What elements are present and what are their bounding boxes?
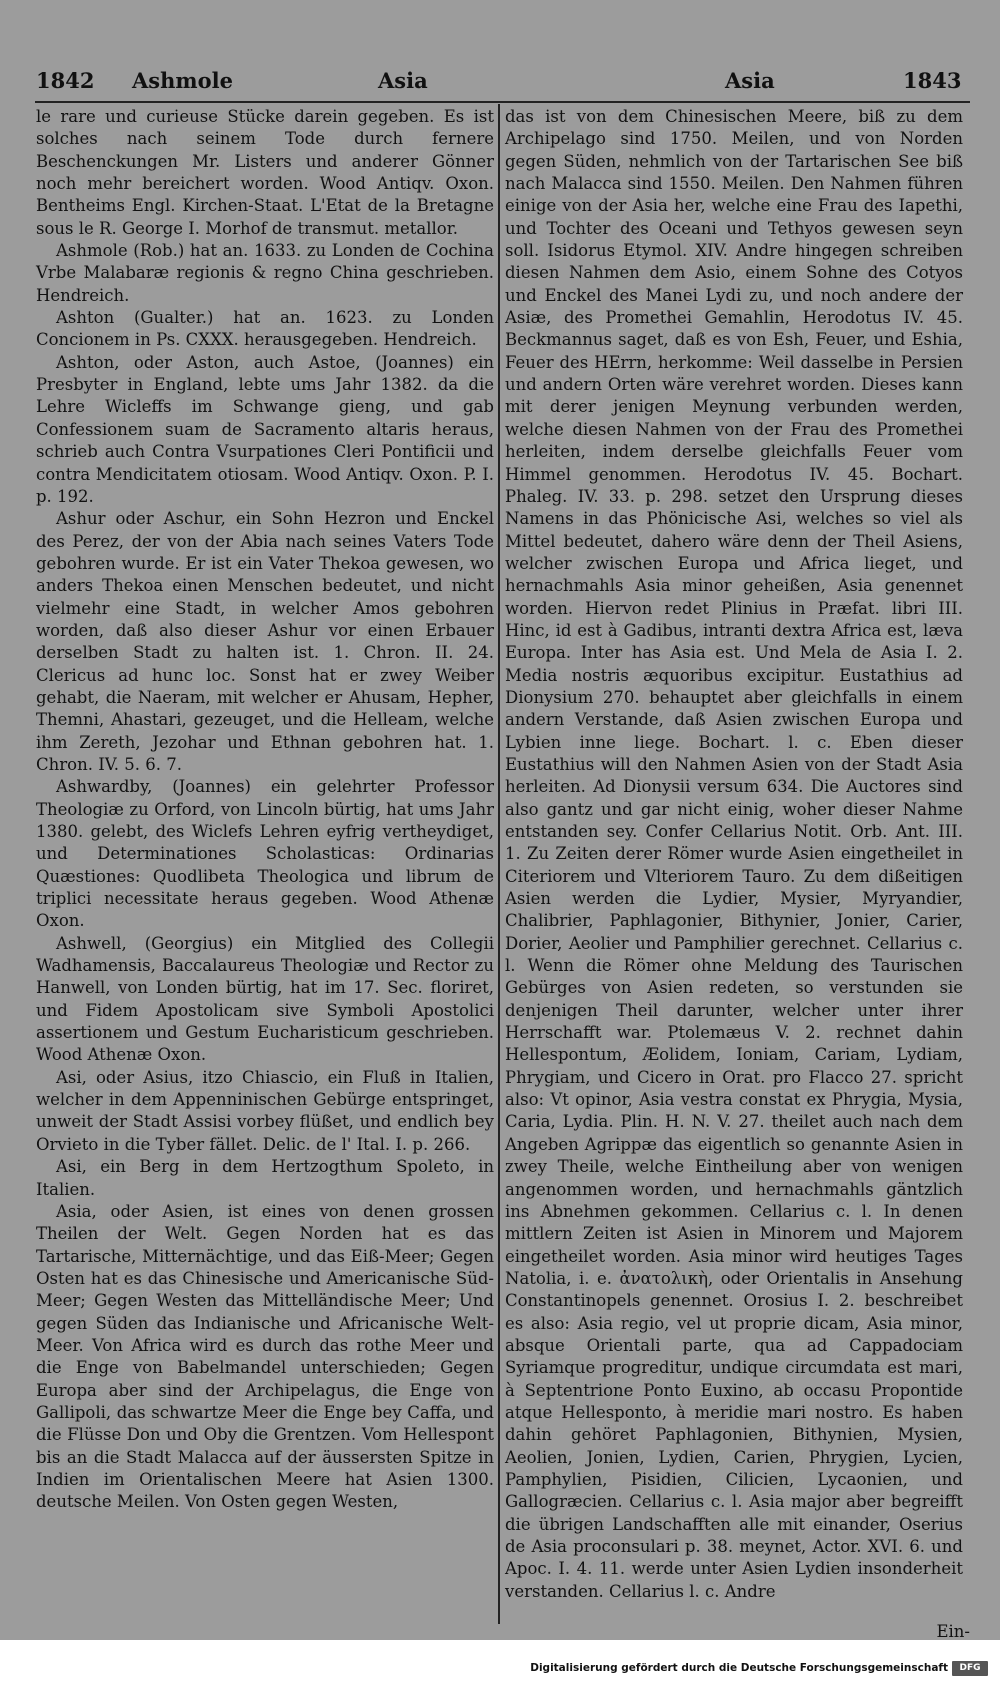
column-divider — [498, 104, 500, 1624]
left-page-number: 1842 — [36, 68, 95, 93]
entry-paragraph: das ist von dem Chinesischen Meere, biß zu dem Archipelago sind 1750. Meilen, und von Norden gegen Süden, nehmlich von der Tartarischen See biß nach Malacca sind 1550. Meilen. Den Nahmen führen einige von der Asia her, welche eine Frau des Iapethi, und Tochter des Oceani und Tethyos gewesen seyn soll. Isidorus Etymol. XIV. Andre hingegen schreiben diesen Nahmen dem Asio, einem Sohne des Cotyos und Enckel des Manei Lydi zu, und noch andere der Asiæ, des Promethei Gemahlin, Herodotus IV. 45. Beckmannus saget, daß es von Esh, Feuer, und Eshia, Feuer des HErrn, herkomme: Weil dasselbe in Persien und andern Orten wäre verehret worden. Dieses kann mit derer jenigen Meynung verbunden werden, welche diesen Nahmen von der Frau des Promethei herleiten, indem derselbe gleichfalls Feuer vom Himmel genommen. Herodotus IV. 45. Bochart. Phaleg. IV. 33. p. 298. setzet den Ursprung dieses Namens in das Phönicische Asi, welches so viel als Mittel bedeutet, dahero wäre denn der Theil Asiens, welcher zwischen Europa und Africa lieget, und hernachmahls Asia minor geheißen, Asia genennet worden. Hiervon redet Plinius in Præfat. libri III. Hinc, id est à Gadibus, intranti dextra Africa est, læva Europa. Inter has Asia est. Und Mela de Asia I. 2. Media nostris æquoribus excipitur. Eustathius ad Dionysium 270. behauptet aber gleichfalls in einem andern Verstande, daß Asien zwischen Europa und Lybien inne liege. Bochart. l. c. Eben dieser Eustathius will den Nahmen Asien von der Stadt Asia herleiten. Ad Dionysii versum 634. Die Auctores sind also gantz und gar nicht einig, woher dieser Nahme entstanden sey. Confer Cellarius Notit. Orb. Ant. III. 1. Zu Zeiten derer Römer wurde Asien eingetheilet in Citeriorem und Vlteriorem Tauro. Zu dem dißeitigen Asien werden die Lydier, Mysier, Myryandier, Chalibrier, Paphlagonier, Bithynier, Jonier, Carier, Dorier, Aeolier und Pamphilier gerechnet. Cellarius c. l. Wenn die Römer ohne Meldung des Taurischen Gebürges von Asien redeten, so verstunden sie denjenigen Theil darunter, welcher unter ihrer Herrschafft war. Ptolemæus V. 2. rechnet dahin Hellespontum, Æolidem, Ioniam, Cariam, Lydiam, Phrygiam, und Cicero in Orat. pro Flacco 27. spricht also: Vt opinor, Asia vestra constat ex Phrygia, Mysia, Caria, Lydia. Plin. H. N. V. 27. theilet auch nach dem Angeben Agrippæ das eigentlich so genannte Asien in zwey Theile, welche Eintheilung aber von wenigen angenommen worden, und hernachmahls gäntzlich ins Abnehmen gekommen. Cellarius c. l. In denen mittlern Zeiten ist Asien in Minorem und Majorem eingetheilet worden. Asia minor wird heutiges Tages Natolia, i. e. ἀνατολικὴ, oder Orientalis in Ansehung Constantinopels genennet. Orosius I. 2. beschreibet es also: Asia regio, vel ut proprie dicam, Asia minor, absque Orientali parte, qua ad Cappadociam Syriamque progreditur, undique circumdata est mari, à Septentrione Ponto Euxino, ab occasu Propontide atque Hellesponto, à meridie mari nostro. Es haben dahin gehöret Paphlagonien, Bithynien, Mysien, Aeolien, Jonien, Lydien, Carien, Phrygien, Lycien, Pamphylien, Pisidien, Cilicien, Lycaonien, und Gallogræcien. Cellarius c. l. Asia major aber begreifft die übrigen Landschafften alle mit einander, Oserius de Asia proconsulari p. 38. meynet, Actor. XVI. 6. und Apoc. I. 4. 11. werde unter Asien Lydien insonderheit verstanden. Cellarius l. c. Andre — [505, 107, 963, 1601]
entry-paragraph: Ashton (Gualter.) hat an. 1623. zu Londen Concionem in Ps. CXXX. herausgegeben. Hendreich. — [36, 308, 494, 350]
entry-paragraph: Ashur oder Aschur, ein Sohn Hezron und Enckel des Perez, der von der Abia nach seines Vaters Tode gebohren wurde. Er ist ein Vater Thekoa gewesen, wo anders Thekoa einen Menschen bedeutet, und nicht vielmehr eine Stadt, in welcher Amos gebohren worden, daß also dieser Ashur vor einen Erbauer derselben Stadt zu halten ist. 1. Chron. II. 24. Clericus ad hunc loc. Sonst hat er zwey Weiber gehabt, die Naeram, mit welcher er Ahusam, Hepher, Themni, Ahastari, gezeuget, und die Helleam, welche ihm Zereth, Jezohar und Ethnan gebohren hat. 1. Chron. IV. 5. 6. 7. — [36, 509, 494, 774]
entry-paragraph: Ashmole (Rob.) hat an. 1633. zu Londen de Cochina Vrbe Malabaræ regionis & regno China geschrieben. Hendreich. — [36, 241, 494, 305]
right-page-number: 1843 — [903, 68, 962, 93]
entry-paragraph: Asi, oder Asius, itzo Chiascio, ein Fluß in Italien, welcher in dem Appenninischen Gebürge entspringet, unweit der Stadt Assisi vorbey flüßet, und endlich bey Orvieto in die Tyber fället. Delic. de l' Ital. I. p. 266. — [36, 1067, 494, 1154]
entry-paragraph: Asia, oder Asien, ist eines von denen grossen Theilen der Welt. Gegen Norden hat es das Tartarische, Mitternächtige, und das Eiß-Meer; Gegen Osten hat es das Chinesische und Americanische Süd-Meer; Gegen Westen das Mittelländische Meer; Und gegen Süden das Indianische und Africanische Welt-Meer. Von Africa wird es durch das rothe Meer und die Enge von Babelmandel unterschieden; Gegen Europa aber sind der Archipelagus, die Enge von Gallipoli, das schwartze Meer die Enge bey Caffa, und die Flüsse Don und Oby die Grentzen. Vom Hellespont bis an die Stadt Malacca auf der äussersten Spitze in Indien im Orientalischen Meere hat Asien 1300. deutsche Meilen. Von Osten gegen Westen, — [36, 1201, 494, 1512]
dfg-logo-icon: DFG — [952, 1661, 988, 1676]
left-text-column — [36, 106, 494, 1514]
entry-paragraph: le rare und curieuse Stücke darein gegeben. Es ist solches nach seinem Tode durch fernere Beschenckungen Mr. Listers und anderer Gönner noch mehr bereichert worden. Wood Antiqv. Oxon. Bentheims Engl. Kirchen-Staat. L'Etat de la Bretagne sous le R. George I. Morhof de transmut. metallor. — [36, 107, 494, 238]
entry-paragraph: Ashwell, (Georgius) ein Mitglied des Collegii Wadhamensis, Baccalaureus Theologiæ und Rector zu Hanwell, von Londen bürtig, hat im 17. Sec. floriret, und Fidem Apostolicam sive Symboli Apostolici assertionem und Gestum Eucharisticum geschrieben. Wood Athenæ Oxon. — [36, 933, 494, 1065]
digitization-footer — [0, 1640, 1000, 1682]
right-text-column — [505, 106, 963, 1603]
entry-paragraph: Ashton, oder Aston, auch Astoe, (Joannes) ein Presbyter in England, lebte ums Jahr 1382. da die Lehre Wicleffs im Schwange gieng, und gab Confessionem suam de Sacramento altaris heraus, schrieb auch Contra Vsurpationes Cleri Pontificii und contra Mendicitatem otiosam. Wood Antiqv. Oxon. P. I. p. 192. — [36, 352, 494, 506]
left-column-title: Asia — [378, 68, 428, 93]
entry-paragraph: Asi, ein Berg in dem Hertzogthum Spoleto, in Italien. — [36, 1157, 494, 1199]
catchword: Ein- — [936, 1622, 970, 1640]
funding-credit: Digitalisierung gefördert durch die Deutsche Forschungsgemeinschaft — [530, 1662, 948, 1674]
left-running-head: Ashmole — [132, 68, 233, 93]
right-column-title: Asia — [725, 68, 775, 93]
header-rule — [35, 101, 970, 103]
entry-paragraph: Ashwardby, (Joannes) ein gelehrter Professor Theologiæ zu Orford, von Lincoln bürtig, hat ums Jahr 1380. gelebt, des Wiclefs Lehren eyfrig vertheydiget, und Determinationes Scholasticas: Ordinarias Quæstiones: Quodlibeta Theologica und librum de triplici necessitate heraus gegeben. Wood Athenæ Oxon. — [36, 777, 494, 931]
